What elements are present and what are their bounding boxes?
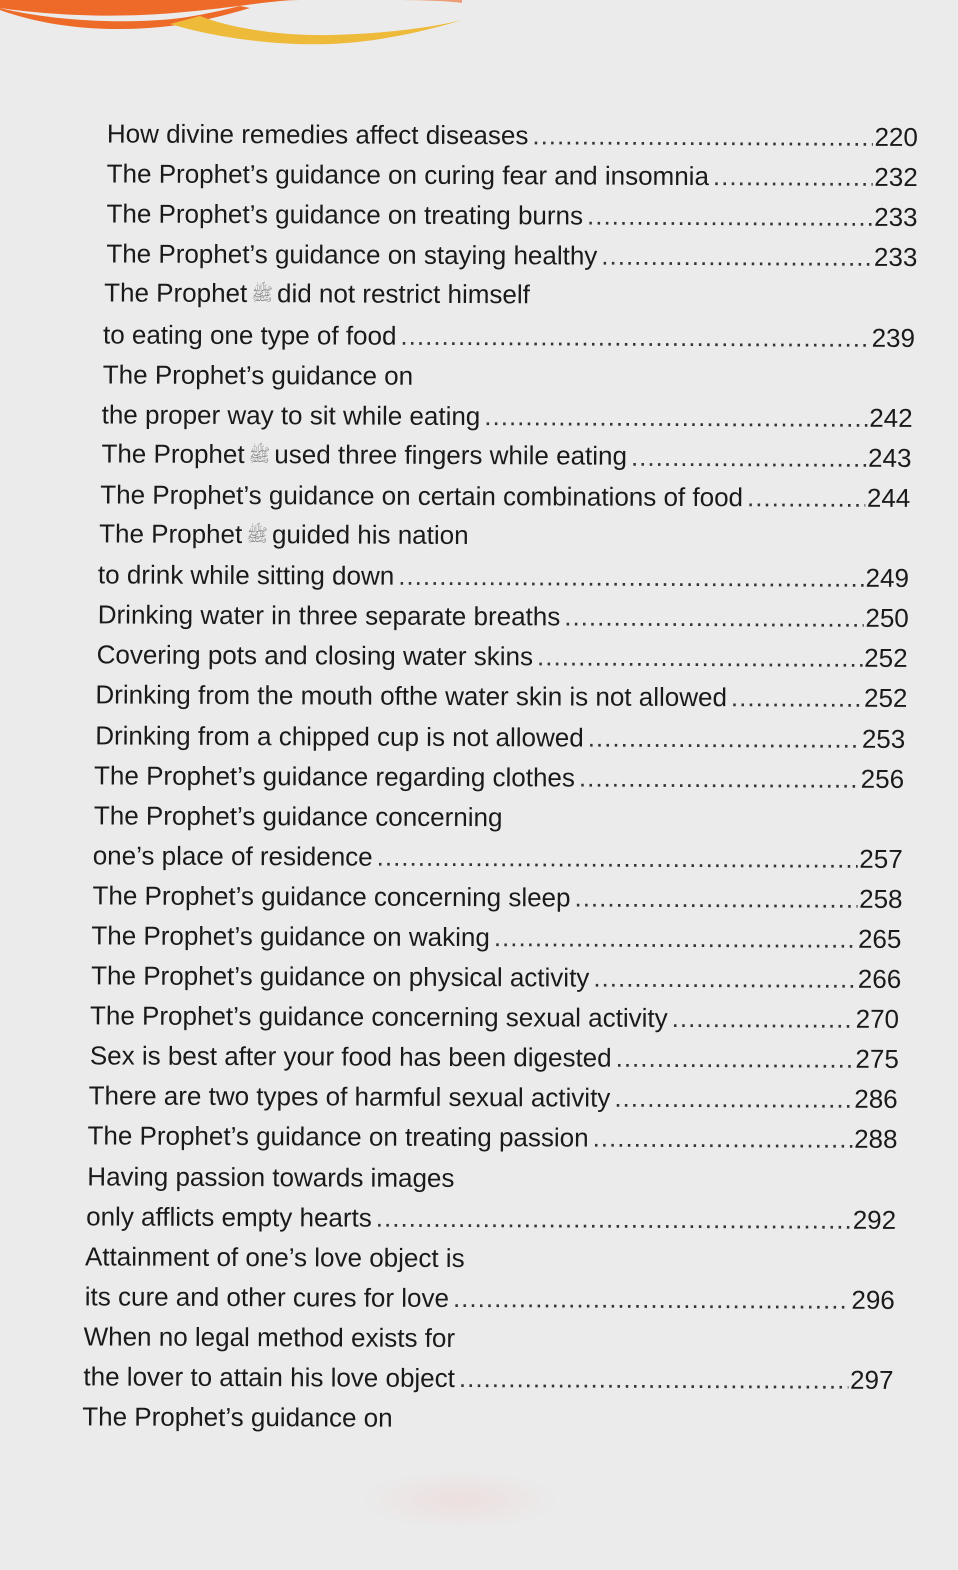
toc-entry	[0, 308, 957, 352]
toc-entry-title: Drinking from a chipped cup is not allowed	[95, 719, 584, 753]
toc-entry-title: to drink while sitting down	[97, 559, 395, 591]
toc-entry-title: the proper way to sit while eating	[101, 399, 481, 431]
dot-leader	[453, 1283, 850, 1315]
toc-page-number: 270	[855, 1003, 900, 1035]
toc-entry-title	[101, 438, 627, 471]
toc-page-number: 296	[851, 1284, 895, 1315]
dot-leader	[398, 561, 863, 593]
toc-page-number: 257	[859, 843, 903, 874]
toc-entry	[0, 1110, 954, 1154]
toc-page-number: 253	[861, 723, 906, 754]
toc-entry	[0, 469, 956, 513]
toc-page-number: 275	[855, 1043, 899, 1075]
toc-entry	[0, 1231, 953, 1275]
dot-leader	[532, 120, 872, 151]
toc-page-number: 244	[866, 482, 911, 513]
toc-entry	[0, 1030, 954, 1074]
toc-entry	[0, 1311, 953, 1355]
dot-leader	[631, 442, 866, 473]
toc-entry	[0, 709, 955, 753]
toc-entry-title: There are two types of harmful sexual activity	[88, 1080, 611, 1114]
toc-entry-title: one’s place of residence	[92, 840, 373, 872]
dot-leader	[574, 882, 857, 913]
toc-page-number: 250	[865, 602, 909, 634]
dot-leader	[459, 1363, 848, 1395]
toc-entry	[0, 1351, 953, 1395]
toc-entry	[0, 990, 954, 1034]
toc-entry-title-start: The Prophet	[101, 438, 245, 469]
toc-entry	[0, 629, 956, 673]
toc-page-number: 288	[854, 1124, 898, 1155]
dot-leader	[731, 683, 862, 714]
dot-leader	[601, 241, 872, 272]
toc-page-number: 258	[859, 883, 903, 914]
toc-entry	[0, 1070, 954, 1114]
decorative-swoosh-header	[0, 0, 480, 60]
toc-entry	[0, 108, 958, 152]
dot-leader	[484, 401, 867, 433]
toc-entry-title: Sex is best after your food has been digested	[89, 1040, 612, 1073]
toc-entry-title: The Prophet’s guidance on treating passion	[87, 1120, 589, 1154]
toc-entry	[0, 549, 956, 593]
dot-leader	[376, 1202, 851, 1234]
honorific-salawat-icon: ﷺ	[251, 284, 274, 305]
dot-leader	[587, 201, 872, 232]
toc-entry	[0, 509, 956, 553]
toc-entry	[0, 1271, 953, 1315]
toc-entry-title: The Prophet’s guidance on curing fear and insomnia	[106, 158, 710, 192]
toc-entry	[0, 228, 957, 272]
toc-page-number: 243	[868, 442, 912, 473]
toc-entry-title: The Prophet’s guidance on treating burns	[106, 198, 584, 231]
dot-leader	[579, 762, 859, 793]
toc-entry	[0, 188, 958, 232]
dot-leader	[616, 1043, 854, 1074]
toc-page-number: 233	[873, 242, 918, 273]
toc-entry-title: The Prophet’s guidance concerning sexual activity	[89, 1000, 668, 1034]
toc-entry-title	[99, 518, 469, 551]
dot-leader	[537, 642, 862, 673]
toc-entry	[0, 749, 955, 793]
toc-entry-title: its cure and other cures for love	[84, 1281, 450, 1313]
toc-entry	[0, 389, 957, 433]
toc-entry	[0, 429, 957, 473]
dot-leader	[400, 320, 869, 352]
toc-entry	[0, 910, 954, 954]
toc-entry-title: The Prophet’s guidance on waking	[91, 920, 490, 953]
toc-entry-title-end: did not restrict himself	[276, 278, 530, 310]
toc-entry-title	[104, 278, 530, 311]
toc-entry	[0, 669, 956, 713]
toc-entry	[0, 830, 955, 874]
toc-page-number: 265	[857, 923, 902, 954]
table-of-contents	[0, 108, 958, 1435]
dot-leader	[593, 1123, 853, 1154]
toc-entry-title: When no legal method exists for	[83, 1321, 456, 1353]
toc-entry-title: The Prophet’s guidance regarding clothes	[94, 760, 575, 793]
toc-page-number: 292	[852, 1204, 897, 1235]
toc-entry-title: Having passion towards images	[87, 1160, 455, 1193]
toc-entry	[0, 1191, 953, 1235]
toc-entry-title-start: The Prophet	[99, 518, 243, 550]
toc-entry-title: The Prophet’s guidance concerning sleep	[92, 880, 571, 913]
toc-page-number: 233	[874, 202, 918, 233]
toc-entry-title-end: guided his nation	[271, 519, 469, 551]
toc-entry	[0, 950, 954, 994]
toc-entry-title: The Prophet’s guidance on staying healthy	[106, 238, 598, 271]
dot-leader	[377, 841, 858, 873]
toc-entry-title-end: used three fingers while eating	[274, 439, 628, 471]
toc-entry-title: The Prophet’s guidance on physical activity	[91, 960, 590, 993]
toc-page-number: 297	[850, 1364, 894, 1395]
toc-entry-title: the lover to attain his love object	[83, 1361, 455, 1393]
dot-leader	[713, 161, 872, 192]
toc-page-number: 249	[865, 562, 910, 594]
dot-leader	[747, 482, 865, 513]
toc-page-number: 252	[864, 643, 908, 674]
toc-entry	[0, 268, 957, 312]
toc-entry	[0, 349, 957, 393]
toc-entry	[0, 870, 955, 914]
dot-leader	[588, 722, 860, 753]
toc-entry-title: The Prophet’s guidance on	[82, 1401, 393, 1433]
toc-entry	[0, 1150, 953, 1194]
toc-page-number: 266	[857, 963, 902, 995]
toc-page-number: 286	[854, 1084, 898, 1115]
honorific-salawat-icon: ﷺ	[246, 525, 269, 546]
toc-entry	[0, 148, 958, 192]
toc-entry	[0, 790, 955, 834]
toc-entry-title-start: The Prophet	[104, 277, 248, 309]
toc-entry-title: The Prophet’s guidance on	[102, 359, 414, 391]
dot-leader	[564, 602, 863, 633]
toc-page-number: 220	[874, 121, 918, 153]
toc-page-number: 232	[874, 162, 918, 193]
toc-entry-title: Drinking from the mouth ofthe water skin is not allowed	[95, 679, 728, 713]
toc-page-number: 256	[860, 763, 905, 794]
toc-page-number: 242	[869, 402, 913, 433]
toc-entry	[0, 1391, 952, 1435]
toc-entry	[0, 589, 956, 633]
toc-entry-title: only afflicts empty hearts	[86, 1201, 372, 1233]
toc-page-number: 239	[871, 322, 916, 353]
honorific-salawat-icon: ﷺ	[248, 444, 271, 466]
toc-entry-title: Covering pots and closing water skins	[96, 639, 534, 672]
dot-leader	[593, 963, 856, 994]
toc-entry-title: to eating one type of food	[102, 319, 397, 351]
dot-leader	[672, 1003, 854, 1034]
dot-leader	[494, 922, 856, 954]
toc-entry-title: The Prophet’s guidance concerning	[93, 800, 503, 832]
dot-leader	[614, 1083, 852, 1114]
bleed-through-artifact	[360, 1470, 560, 1530]
toc-entry-title: Drinking water in three separate breaths	[97, 599, 561, 632]
toc-entry-title: How divine remedies affect diseases	[106, 118, 529, 151]
toc-page-number: 252	[863, 683, 908, 714]
toc-entry-title: Attainment of one’s love object is	[84, 1241, 465, 1273]
toc-entry-title: The Prophet’s guidance on certain combinations of food	[100, 479, 744, 513]
